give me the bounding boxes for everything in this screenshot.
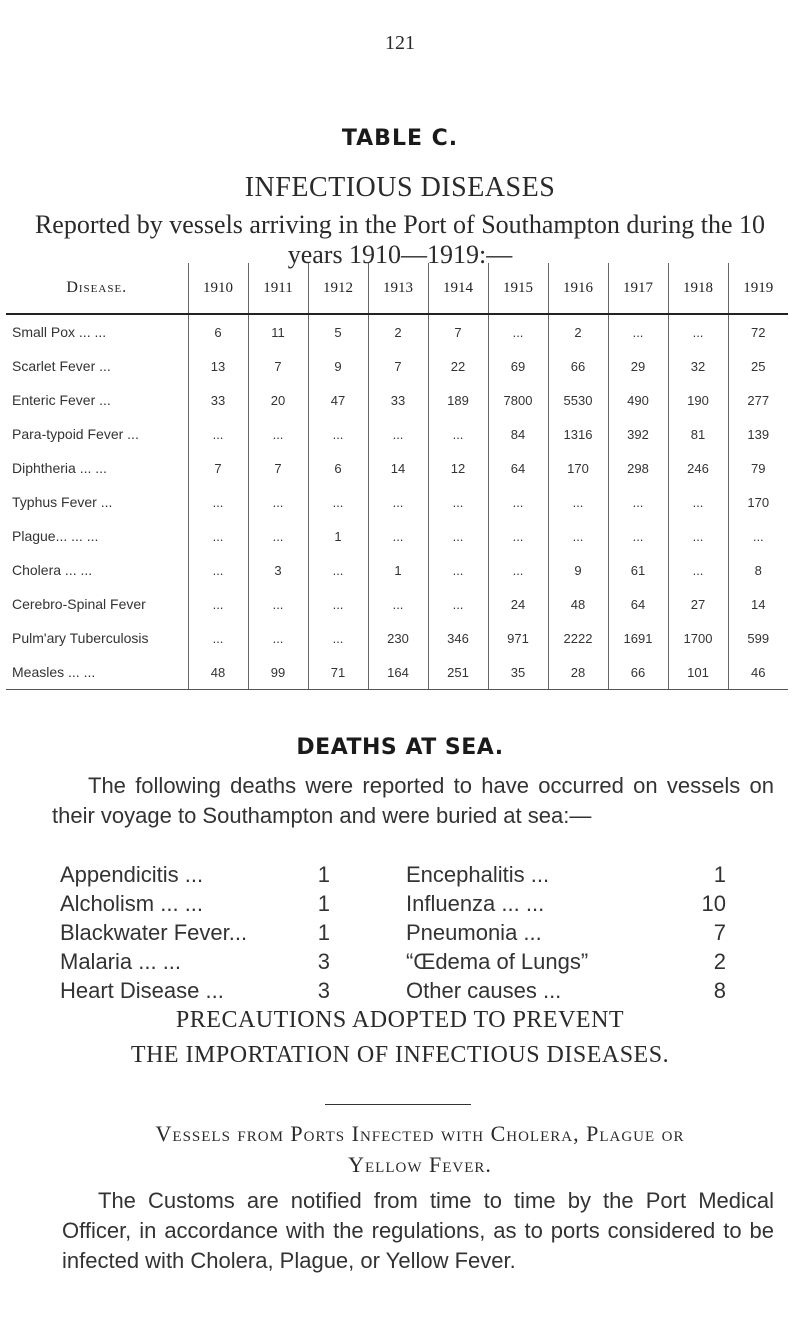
case-count-cell: 7: [188, 451, 248, 485]
case-count-cell: 2: [368, 314, 428, 349]
case-count-cell: 7: [368, 349, 428, 383]
case-count-cell: 251: [428, 655, 488, 690]
case-count-cell: ...: [428, 485, 488, 519]
page-number: 121: [385, 32, 415, 54]
column-header-year: 1914: [428, 263, 488, 314]
table-body: [6, 314, 788, 690]
case-count-cell: 32: [668, 349, 728, 383]
case-count-cell: ...: [248, 519, 308, 553]
column-header-disease: Disease.: [6, 263, 188, 314]
case-count-cell: 66: [548, 349, 608, 383]
disease-name-cell: Cerebro-Spinal Fever: [12, 596, 146, 612]
case-count-cell: 7: [248, 451, 308, 485]
case-count-cell: 189: [428, 383, 488, 417]
case-count-cell: 101: [668, 655, 728, 690]
divider-rule: [325, 1104, 471, 1105]
table-row: [6, 349, 788, 383]
death-cause-label: Encephalitis ...: [406, 862, 550, 887]
case-count-cell: ...: [308, 417, 368, 451]
case-count-cell: 61: [608, 553, 668, 587]
case-count-cell: 1700: [668, 621, 728, 655]
case-count-cell: 9: [548, 553, 608, 587]
table-row: [6, 314, 788, 349]
case-count-cell: ...: [608, 485, 668, 519]
case-count-cell: ...: [668, 553, 728, 587]
case-count-cell: 490: [608, 383, 668, 417]
case-count-cell: ...: [428, 553, 488, 587]
case-count-cell: ...: [248, 485, 308, 519]
case-count-cell: 66: [608, 655, 668, 690]
column-header-year: 1910: [188, 263, 248, 314]
column-header-year: 1917: [608, 263, 668, 314]
column-header-year: 1915: [488, 263, 548, 314]
case-count-cell: 298: [608, 451, 668, 485]
case-count-cell: 81: [668, 417, 728, 451]
case-count-cell: 139: [728, 417, 788, 451]
case-count-cell: ...: [368, 485, 428, 519]
table-title: TABLE C.: [341, 126, 459, 151]
case-count-cell: 33: [368, 383, 428, 417]
table-row: [6, 451, 788, 485]
case-count-cell: 2: [548, 314, 608, 349]
case-count-cell: 392: [608, 417, 668, 451]
disease-name-cell: Plague... ... ...: [12, 528, 99, 544]
death-cause-label: Pneumonia ...: [406, 920, 542, 945]
table-row: [6, 417, 788, 451]
case-count-cell: 22: [428, 349, 488, 383]
death-count: 2: [713, 949, 726, 974]
case-count-cell: ...: [428, 519, 488, 553]
case-count-cell: ...: [248, 587, 308, 621]
case-count-cell: ...: [188, 587, 248, 621]
case-count-cell: 1: [368, 553, 428, 587]
death-cause-item: [60, 920, 380, 946]
case-count-cell: 9: [308, 349, 368, 383]
death-cause-label: Heart Disease ...: [60, 978, 224, 1003]
deaths-title: DEATHS AT SEA.: [296, 735, 504, 760]
disease-name-cell: Para-typoid Fever ...: [12, 426, 139, 442]
precautions-title-line2: THE IMPORTATION OF INFECTIOUS DISEASES.: [130, 1042, 670, 1068]
case-count-cell: ...: [368, 519, 428, 553]
case-count-cell: 29: [608, 349, 668, 383]
case-count-cell: ...: [488, 553, 548, 587]
case-count-cell: 599: [728, 621, 788, 655]
column-header-year: 1912: [308, 263, 368, 314]
case-count-cell: ...: [668, 485, 728, 519]
case-count-cell: 79: [728, 451, 788, 485]
death-cause-label: Blackwater Fever...: [60, 920, 248, 945]
death-cause-item: [60, 949, 380, 975]
case-count-cell: 7: [248, 349, 308, 383]
disease-name-cell: Scarlet Fever ...: [12, 358, 111, 374]
vessels-heading: [70, 1118, 770, 1180]
death-cause-label: Influenza ... ...: [406, 891, 545, 916]
death-count: 1: [317, 920, 330, 945]
death-cause-item: [60, 891, 380, 917]
case-count-cell: 69: [488, 349, 548, 383]
death-cause-item: [60, 978, 380, 1004]
case-count-cell: ...: [188, 417, 248, 451]
case-count-cell: ...: [188, 621, 248, 655]
case-count-cell: ...: [548, 485, 608, 519]
disease-name-cell: Diphtheria ... ...: [12, 460, 107, 476]
case-count-cell: 6: [308, 451, 368, 485]
case-count-cell: 230: [368, 621, 428, 655]
case-count-cell: 5530: [548, 383, 608, 417]
column-header-year: 1911: [248, 263, 308, 314]
death-cause-label: Malaria ... ...: [60, 949, 182, 974]
column-header-year: 1916: [548, 263, 608, 314]
case-count-cell: 72: [728, 314, 788, 349]
table-row: [6, 621, 788, 655]
death-cause-item: [406, 891, 726, 917]
case-count-cell: 84: [488, 417, 548, 451]
case-count-cell: 64: [488, 451, 548, 485]
deaths-intro-text: The following deaths were reported to have occurred on vessels on their voyage to Southampton and were buried at sea:—: [52, 773, 774, 828]
case-count-cell: 164: [368, 655, 428, 690]
case-count-cell: ...: [188, 519, 248, 553]
death-count: 3: [317, 978, 330, 1003]
case-count-cell: ...: [608, 314, 668, 349]
table-subtitle: Reported by vessels arriving in the Port of Southampton during the 10 years 1910—1919:—: [34, 210, 766, 269]
case-count-cell: 28: [548, 655, 608, 690]
table-row: [6, 553, 788, 587]
case-count-cell: ...: [488, 485, 548, 519]
case-count-cell: 1: [308, 519, 368, 553]
table-row: [6, 383, 788, 417]
death-cause-label: “Œdema of Lungs”: [406, 949, 589, 974]
case-count-cell: 1316: [548, 417, 608, 451]
case-count-cell: 3: [248, 553, 308, 587]
death-cause-label: Alcholism ... ...: [60, 891, 204, 916]
customs-paragraph-text: The Customs are notified from time to time by the Port Medical Officer, in accordance with the regulations, as to ports considered to be infected with Cholera, Plague, or Yellow Fever.: [62, 1188, 774, 1273]
case-count-cell: ...: [248, 621, 308, 655]
disease-name-cell: Enteric Fever ...: [12, 392, 111, 408]
disease-name-cell: Pulm'ary Tuberculosis: [12, 630, 149, 646]
case-count-cell: 190: [668, 383, 728, 417]
case-count-cell: 971: [488, 621, 548, 655]
case-count-cell: 7800: [488, 383, 548, 417]
case-count-cell: 20: [248, 383, 308, 417]
death-cause-item: [406, 978, 726, 1004]
death-cause-label: Other causes ...: [406, 978, 562, 1003]
case-count-cell: ...: [308, 485, 368, 519]
death-count: 8: [713, 978, 726, 1003]
case-count-cell: ...: [608, 519, 668, 553]
case-count-cell: ...: [308, 587, 368, 621]
table-row: [6, 519, 788, 553]
case-count-cell: ...: [308, 553, 368, 587]
case-count-cell: 27: [668, 587, 728, 621]
vessels-heading-line2: Yellow Fever.: [348, 1152, 492, 1177]
case-count-cell: 48: [548, 587, 608, 621]
death-cause-label: Appendicitis ...: [60, 862, 204, 887]
column-header-year: 1918: [668, 263, 728, 314]
case-count-cell: ...: [548, 519, 608, 553]
case-count-cell: 35: [488, 655, 548, 690]
case-count-cell: ...: [368, 587, 428, 621]
death-count: 1: [317, 862, 330, 887]
disease-name-cell: Measles ... ...: [6, 655, 188, 690]
case-count-cell: 46: [728, 655, 788, 690]
death-count: 10: [701, 891, 726, 916]
case-count-cell: 1691: [608, 621, 668, 655]
death-cause-item: [406, 862, 726, 888]
case-count-cell: 14: [728, 587, 788, 621]
case-count-cell: 5: [308, 314, 368, 349]
case-count-cell: 71: [308, 655, 368, 690]
case-count-cell: 99: [248, 655, 308, 690]
disease-name-cell: Typhus Fever ...: [12, 494, 113, 510]
table-header-row: [6, 263, 788, 314]
case-count-cell: ...: [668, 519, 728, 553]
case-count-cell: 12: [428, 451, 488, 485]
case-count-cell: ...: [488, 519, 548, 553]
case-count-cell: ...: [188, 553, 248, 587]
disease-name-cell: Small Pox ... ...: [12, 324, 107, 340]
table-row: [6, 485, 788, 519]
case-count-cell: 64: [608, 587, 668, 621]
disease-name-cell: Cholera ... ...: [12, 562, 93, 578]
case-count-cell: 277: [728, 383, 788, 417]
precautions-title-line1: PRECAUTIONS ADOPTED TO PREVENT: [175, 1007, 625, 1033]
death-cause-item: [406, 920, 726, 946]
column-header-year: 1913: [368, 263, 428, 314]
customs-paragraph: [62, 1186, 774, 1276]
death-cause-item: [406, 949, 726, 975]
case-count-cell: 24: [488, 587, 548, 621]
case-count-cell: ...: [428, 417, 488, 451]
deaths-intro-paragraph: [52, 771, 774, 831]
vessels-heading-line1: Vessels from Ports Infected with Cholera, Plague or: [155, 1121, 685, 1146]
death-cause-item: [60, 862, 380, 888]
table-row: [6, 587, 788, 621]
case-count-cell: 33: [188, 383, 248, 417]
case-count-cell: 47: [308, 383, 368, 417]
death-count: 1: [713, 862, 726, 887]
section-title: INFECTIOUS DISEASES: [244, 172, 556, 203]
case-count-cell: 2222: [548, 621, 608, 655]
case-count-cell: 48: [188, 655, 248, 690]
case-count-cell: 246: [668, 451, 728, 485]
case-count-cell: ...: [368, 417, 428, 451]
case-count-cell: 13: [188, 349, 248, 383]
case-count-cell: ...: [188, 485, 248, 519]
case-count-cell: ...: [728, 519, 788, 553]
case-count-cell: 11: [248, 314, 308, 349]
death-count: 3: [317, 949, 330, 974]
death-count: 1: [317, 891, 330, 916]
case-count-cell: 25: [728, 349, 788, 383]
case-count-cell: ...: [308, 621, 368, 655]
infectious-diseases-table: [6, 263, 788, 690]
table-row: [6, 655, 788, 690]
case-count-cell: 8: [728, 553, 788, 587]
case-count-cell: 346: [428, 621, 488, 655]
case-count-cell: 170: [548, 451, 608, 485]
column-header-year: 1919: [728, 263, 788, 314]
case-count-cell: ...: [248, 417, 308, 451]
case-count-cell: 6: [188, 314, 248, 349]
death-count: 7: [713, 920, 726, 945]
case-count-cell: ...: [668, 314, 728, 349]
case-count-cell: 14: [368, 451, 428, 485]
case-count-cell: ...: [428, 587, 488, 621]
case-count-cell: 170: [728, 485, 788, 519]
case-count-cell: ...: [488, 314, 548, 349]
case-count-cell: 7: [428, 314, 488, 349]
